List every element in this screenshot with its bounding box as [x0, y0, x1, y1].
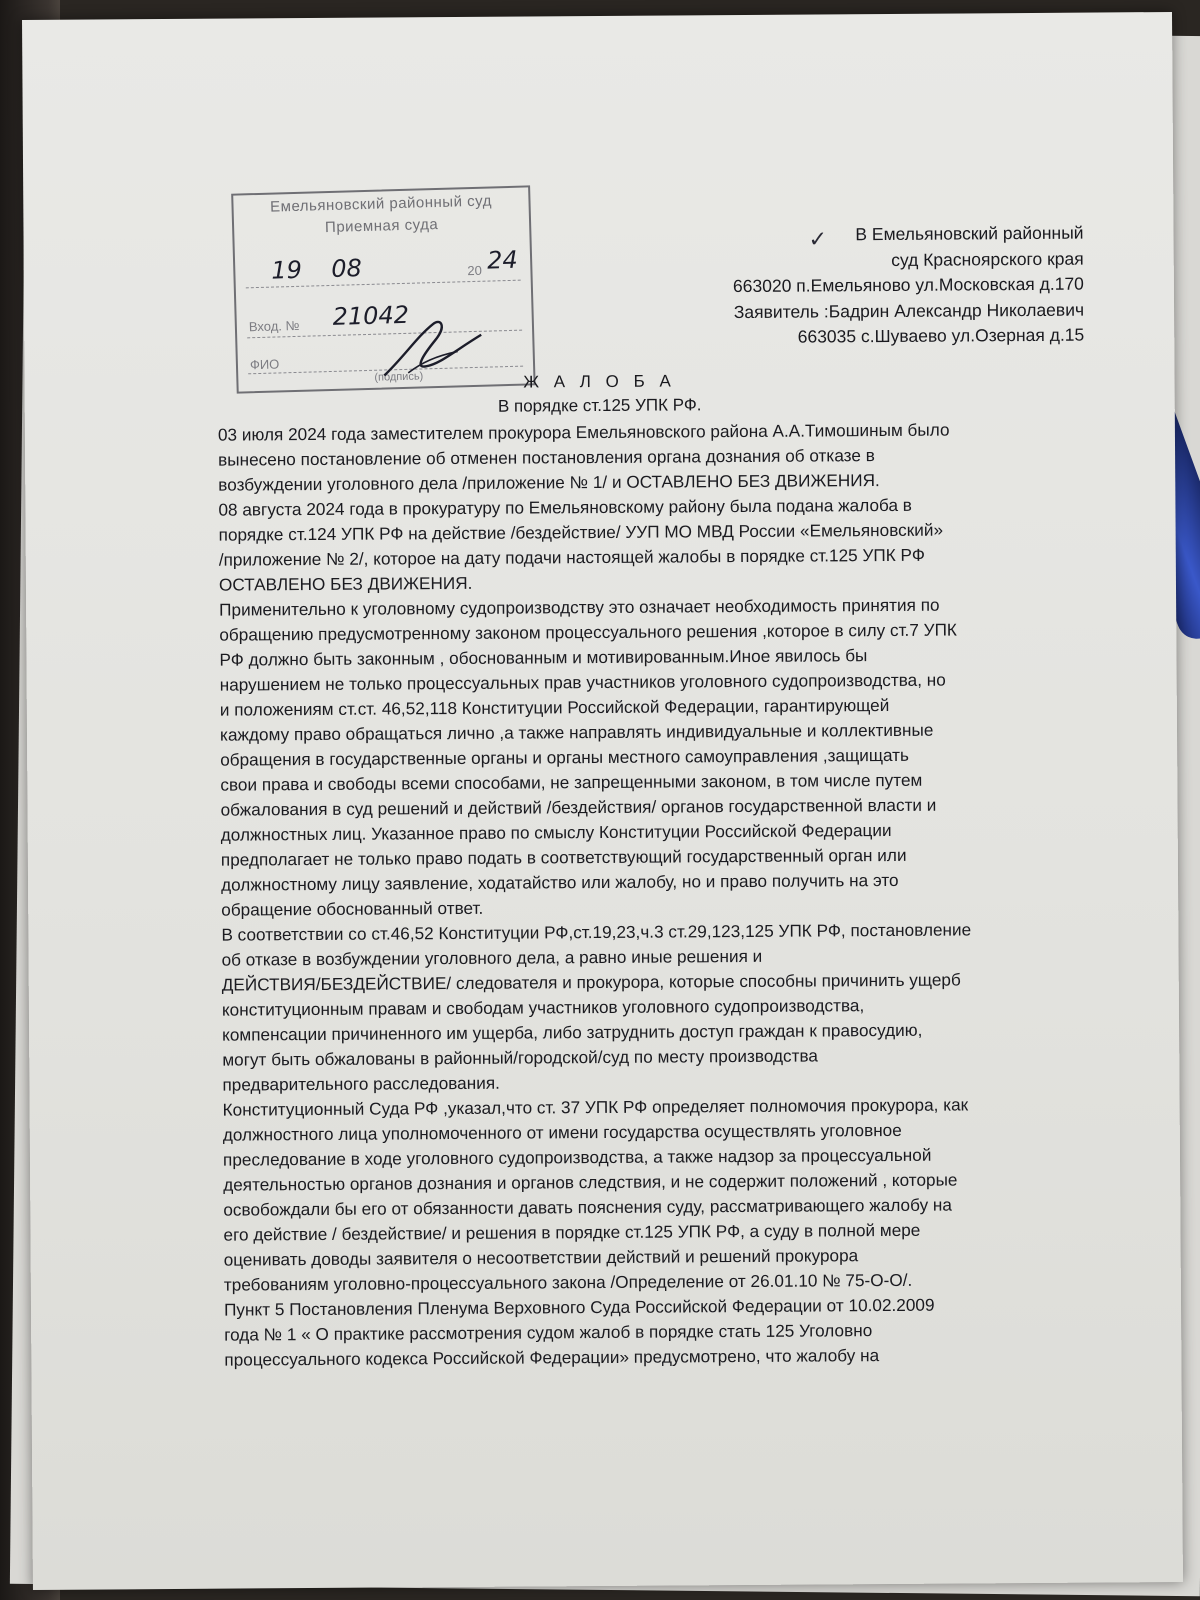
body-line: требованиям уголовно-процессуального закона /Определение от 26.01.10 № 75-О-О/.: [223, 1269, 913, 1295]
body-line: свои права и свободы всеми способами, не запрещенными законом, в том числе путем: [220, 769, 923, 795]
body-line: деятельностью органов дознания и органов следствия, и не содержит положений , которые: [223, 1169, 958, 1195]
stamp-court-name: Емельяновский районный суд: [269, 192, 493, 216]
body-line: порядке ст.124 УПК РФ на действие /бездействие/ УУП МО МВД России «Емельяновский»: [218, 519, 944, 545]
handwritten-signature-icon: [377, 315, 489, 382]
checkmark-icon: ✓: [808, 226, 828, 252]
document-body: [218, 417, 1095, 1373]
body-line: обращения в государственные органы и органы местного самоуправления ,защищать: [220, 744, 910, 770]
stamp-date-year: 24: [486, 245, 519, 275]
addressee-line: суд Красноярского края: [891, 248, 1084, 270]
stamp-incoming-label: Вход. №: [248, 317, 300, 335]
document-title: Ж А Л О Б А: [523, 371, 676, 392]
body-line: В соответствии со ст.46,52 Конституции РФ,ст.19,23,ч.3 ст.29,123,125 УПК РФ, постановление: [221, 919, 972, 945]
body-line: должностного лица уполномоченного от имени государства осуществлять уголовное: [222, 1119, 902, 1145]
body-line: вынесено постановление об отменен постановления органа дознания об отказе в: [218, 445, 875, 470]
body-line: процессуального кодекса Российской Федерации» предусмотрено, что жалобу на: [224, 1345, 880, 1370]
body-line: обращение обоснованный ответ.: [221, 897, 484, 920]
body-line: должностных лиц. Указанное право по смыслу Конституции Российской Федерации: [220, 819, 892, 845]
stamp-fio-label: ФИО: [249, 356, 280, 373]
body-line: об отказе в возбуждении уголовного дела, а равно иные решения и: [221, 945, 763, 970]
body-line: РФ должно быть законным , обоснованным и мотивированным.Иное явилось бы: [219, 645, 868, 670]
body-line: ДЕЙСТВИЯ/БЕЗДЕЙСТВИЕ/ следователя и прокурора, которые способны причинить ущерб: [221, 969, 961, 995]
addressee-line: Заявитель :Бадрин Александр Николаевич: [733, 299, 1085, 322]
court-reception-stamp: [231, 185, 535, 393]
body-line: Применительно к уголовному судопроизводству это означает необходимость принятия по: [219, 594, 940, 620]
document-subtitle: В порядке ст.125 УПК РФ.: [497, 395, 702, 416]
body-line: 08 августа 2024 года в прокуратуру по Емельяновскому району была подана жалоба в: [218, 494, 912, 520]
body-line: обжалования в суд решений и действий /бездействия/ органов государственной власти и: [220, 794, 937, 820]
body-line: /приложение № 2/, которое на дату подачи настоящей жалобы в порядке ст.125 УПК РФ: [218, 544, 925, 570]
body-line: конституционным правам и свободам участников уголовного судопроизводства,: [221, 995, 865, 1020]
stamp-incoming-number: 21042: [332, 300, 410, 331]
body-line: должностному лицу заявление, ходатайство или жалобу, но и право получить на это: [220, 869, 899, 895]
body-line: преследование в ходе уголовного судопроизводства, а также надзор за процессуальной: [222, 1144, 932, 1170]
body-line: 03 июля 2024 года заместителем прокурора Емельяновского района А.А.Тимошиным было: [217, 419, 950, 445]
addressee-block: [563, 221, 1084, 352]
body-line: предварительного расследования.: [222, 1072, 500, 1095]
body-line: обращению предусмотренному законом процессуального решения ,которое в силу ст.7 УПК: [219, 619, 957, 645]
addressee-line: 663035 с.Шуваево ул.Озерная д.15: [797, 324, 1085, 347]
body-line: и положениям ст.ст. 46,52,118 Конституции Российской Федерации, гарантирующей: [219, 694, 890, 720]
body-line: освобождали бы его от обязанности давать пояснения суду, рассматривающего жалобу на: [223, 1194, 953, 1220]
body-line: каждому право обращаться лично ,а также направлять индивидуальные и коллективные: [219, 719, 934, 745]
body-line: возбуждении уголовного дела /приложение № 1/ и ОСТАВЛЕНО БЕЗ ДВИЖЕНИЯ.: [218, 470, 880, 495]
body-line: Пункт 5 Постановления Пленума Верховного Суда Российской Федерации от 10.02.2009: [223, 1294, 935, 1320]
body-line: могут быть обжалованы в районный/городской/суд по месту производства: [222, 1045, 819, 1070]
body-line: года № 1 « О практике рассмотрения судом жалоб в порядке стать 125 Уголовно: [224, 1320, 873, 1345]
stamp-date-month: 08: [330, 254, 363, 283]
body-line: оценивать доводы заявителя о несоответствии действий и решений прокурора: [223, 1245, 859, 1270]
stamp-signature-label: (подпись): [374, 370, 424, 384]
addressee-line: В Емельяновский районный: [855, 222, 1084, 245]
body-line: Конституционный Суда РФ ,указал,что ст. 37 УПК РФ определяет полномочия прокурора, как: [222, 1094, 969, 1120]
body-line: нарушением не только процессуальных прав участников уголовного судопроизводства, но: [219, 669, 946, 695]
body-line: ОСТАВЛЕНО БЕЗ ДВИЖЕНИЯ.: [218, 572, 473, 595]
addressee-line: 663020 п.Емельяново ул.Московская д.170: [732, 273, 1084, 297]
stamp-year-prefix: 20: [467, 262, 483, 279]
body-line: предполагает не только право подать в соответствующий государственный орган или: [220, 844, 907, 870]
stamp-date-day: 19: [270, 255, 303, 285]
document-page: [22, 12, 1183, 1590]
body-line: его действие / бездействие/ и решения в порядке ст.125 УПК РФ, а суду в полной мере: [223, 1219, 921, 1245]
stamp-office-name: Приемная суда: [324, 215, 439, 237]
body-line: компенсации причиненного им ущерба, либо затруднить доступ граждан к правосудию,: [222, 1019, 923, 1045]
